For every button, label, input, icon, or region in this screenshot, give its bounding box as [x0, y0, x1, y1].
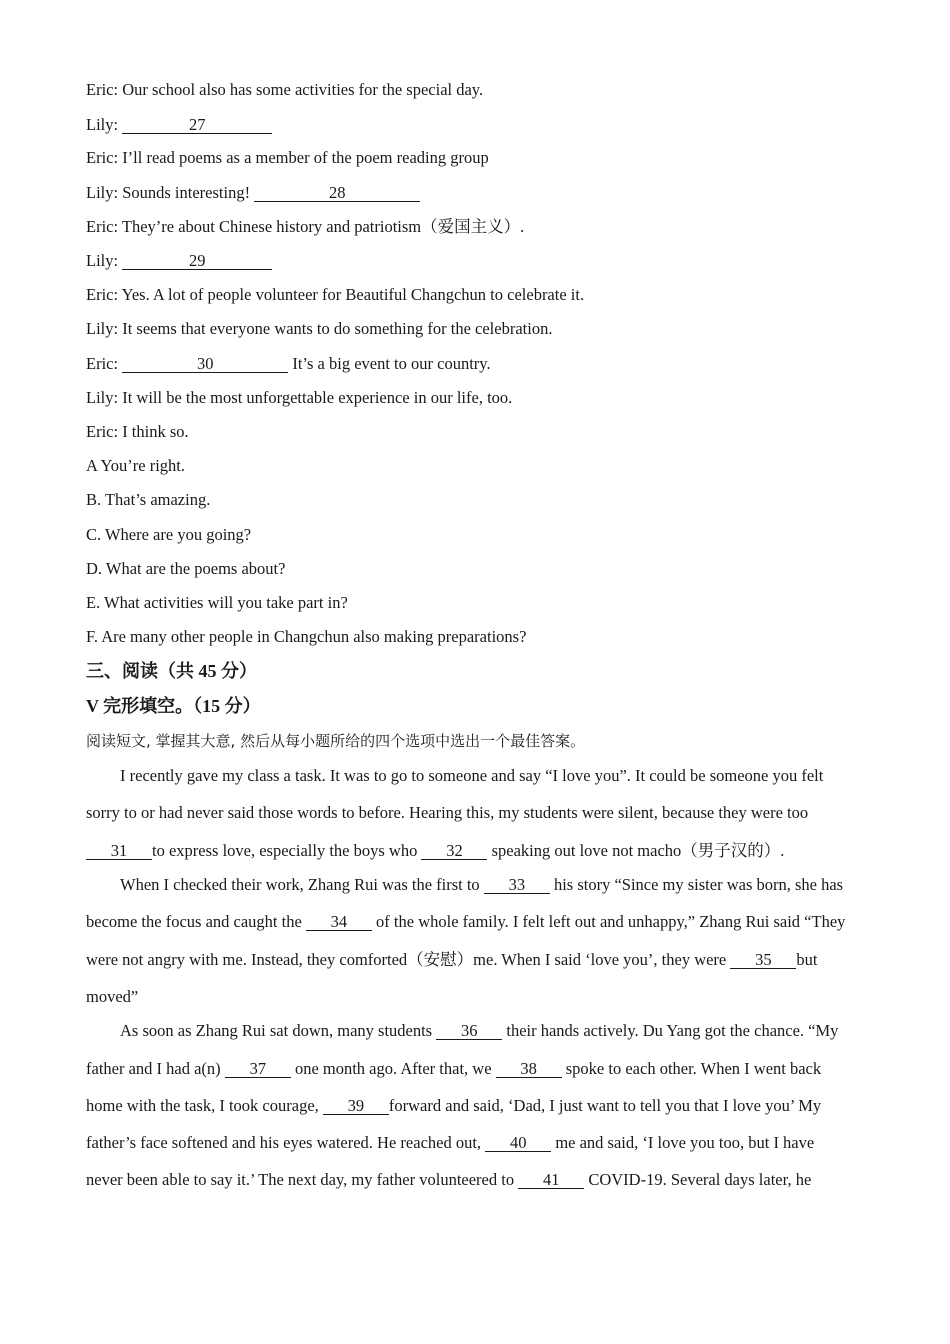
passage-text: me and said, ‘I love you too, but I have — [555, 1133, 815, 1152]
dialogue-line: Eric: Our school also has some activities for the special day. — [86, 80, 484, 99]
passage-text: spoke to each other. When I went back — [565, 1059, 822, 1078]
passage-line: moved” — [86, 987, 139, 1006]
sub-section-title: V 完形填空。（15 分） — [86, 696, 261, 716]
passage-line — [86, 1096, 821, 1116]
passage-line — [86, 912, 845, 932]
option-d: D. What are the poems about? — [86, 559, 286, 578]
speaker: Lily: — [86, 115, 119, 134]
passage-text: forward and said, ‘Dad, I just want to tell you that I love you’ My — [388, 1096, 822, 1115]
option-e: E. What activities will you take part in? — [86, 593, 348, 612]
dialogue-line: Eric: They’re about Chinese history and patriotism（爱国主义）. — [86, 217, 525, 236]
answer-blank-33[interactable]: 33 — [484, 876, 550, 894]
option-a: A You’re right. — [86, 456, 186, 475]
passage-text: their hands actively. Du Yang got the chance. “My — [506, 1021, 839, 1040]
answer-blank-29[interactable]: 29 — [122, 252, 272, 270]
passage-line — [86, 1133, 814, 1153]
answer-blank-30[interactable]: 30 — [122, 355, 288, 373]
answer-blank-38[interactable]: 38 — [496, 1060, 562, 1078]
dialogue-line — [86, 251, 272, 271]
passage-line — [86, 875, 843, 895]
answer-blank-35[interactable]: 35 — [730, 951, 796, 969]
line-text: Lily: Sounds interesting! — [86, 183, 251, 202]
passage-text: his story “Since my sister was born, she has — [553, 875, 844, 894]
option-b: B. That’s amazing. — [86, 490, 211, 509]
answer-blank-28[interactable]: 28 — [254, 184, 420, 202]
passage-text: but — [796, 950, 818, 969]
dialogue-line — [86, 115, 272, 135]
answer-blank-27[interactable]: 27 — [122, 116, 272, 134]
answer-blank-31[interactable]: 31 — [86, 842, 152, 860]
passage-text: to express love, especially the boys who — [152, 841, 418, 860]
passage-text: were not angry with me. Instead, they comforted（安慰）me. When I said ‘love you’, they were — [86, 950, 727, 969]
passage-text: father and I had a(n) — [86, 1059, 221, 1078]
answer-blank-39[interactable]: 39 — [323, 1097, 389, 1115]
option-f: F. Are many other people in Changchun also making preparations? — [86, 627, 527, 646]
section-title: 三、阅读（共 45 分） — [86, 661, 257, 681]
answer-blank-32[interactable]: 32 — [421, 842, 487, 860]
passage-text: father’s face softened and his eyes watered. He reached out, — [86, 1133, 482, 1152]
passage-text: speaking out love not macho（男子汉的）. — [491, 841, 785, 860]
dialogue-line: Eric: I think so. — [86, 422, 189, 441]
passage-text: never been able to say it.’ The next day, my father volunteered to — [86, 1170, 515, 1189]
passage-line: sorry to or had never said those words to before. Hearing this, my students were silent, because they were too — [86, 803, 809, 822]
option-c: C. Where are you going? — [86, 525, 252, 544]
line-text: It’s a big event to our country. — [292, 354, 491, 373]
speaker: Eric: — [86, 354, 119, 373]
passage-text: home with the task, I took courage, — [86, 1096, 319, 1115]
dialogue-line: Eric: I’ll read poems as a member of the poem reading group — [86, 148, 489, 167]
answer-blank-37[interactable]: 37 — [225, 1060, 291, 1078]
dialogue-line: Lily: It seems that everyone wants to do something for the celebration. — [86, 319, 553, 338]
answer-blank-36[interactable]: 36 — [436, 1022, 502, 1040]
passage-line: I recently gave my class a task. It was to go to someone and say “I love you”. It could be someone you felt — [120, 766, 824, 785]
dialogue-line: Eric: Yes. A lot of people volunteer for Beautiful Changchun to celebrate it. — [86, 285, 585, 304]
passage-text: become the focus and caught the — [86, 912, 302, 931]
passage-text: When I checked their work, Zhang Rui was the first to — [120, 875, 480, 894]
passage-line — [86, 1021, 838, 1041]
passage-text: COVID-19. Several days later, he — [588, 1170, 812, 1189]
passage-text: As soon as Zhang Rui sat down, many students — [120, 1021, 433, 1040]
speaker: Lily: — [86, 251, 119, 270]
answer-blank-34[interactable]: 34 — [306, 913, 372, 931]
passage-line — [86, 1059, 821, 1079]
passage-text: one month ago. After that, we — [294, 1059, 492, 1078]
answer-blank-41[interactable]: 41 — [518, 1171, 584, 1189]
dialogue-line — [86, 354, 491, 374]
passage-text: of the whole family. I felt left out and unhappy,” Zhang Rui said “They — [376, 912, 846, 931]
passage-line — [86, 950, 817, 970]
dialogue-line: Lily: It will be the most unforgettable experience in our life, too. — [86, 388, 513, 407]
passage-line — [86, 1170, 811, 1190]
instruction: 阅读短文, 掌握其大意, 然后从每小题所给的四个选项中选出一个最佳答案。 — [86, 732, 586, 750]
passage-line — [86, 841, 784, 861]
dialogue-line — [86, 183, 420, 203]
answer-blank-40[interactable]: 40 — [485, 1134, 551, 1152]
